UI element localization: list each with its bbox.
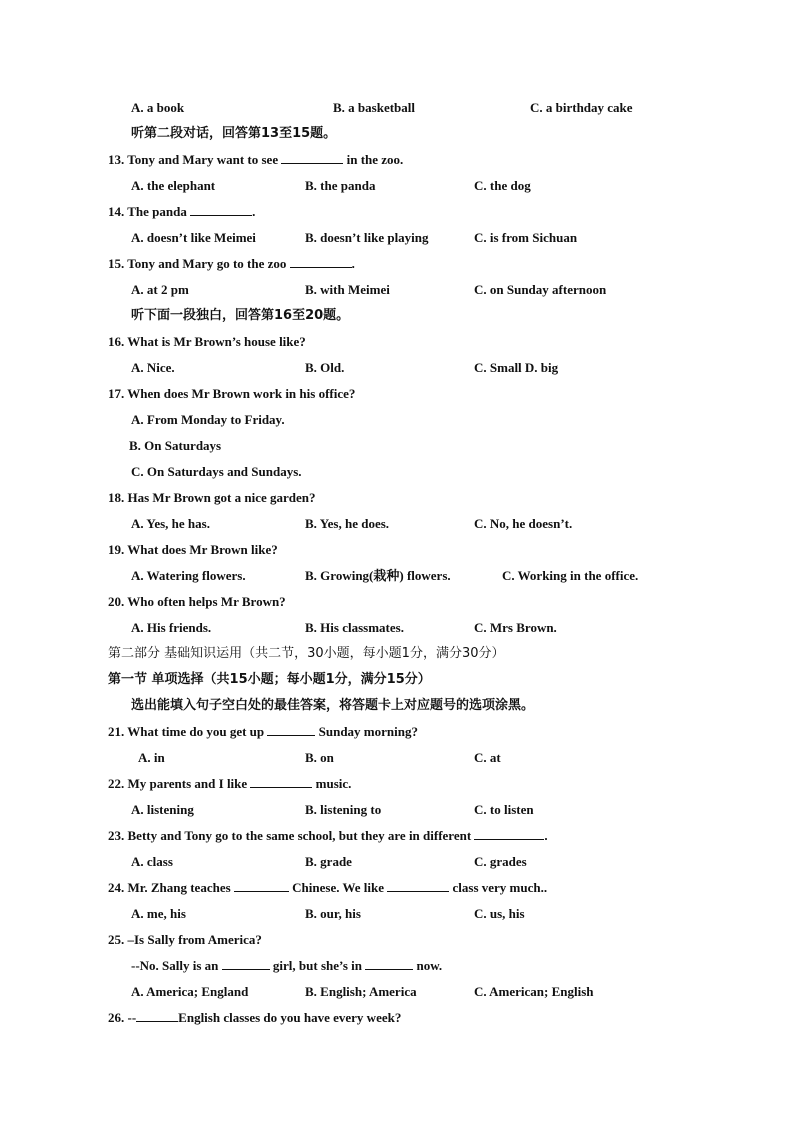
question-17: 17. When does Mr Brown work in his office?	[108, 386, 356, 401]
option-c-q23: C. grades	[474, 854, 527, 869]
question-26-tail: English classes do you have every week?	[178, 1010, 402, 1025]
option-b-q13: B. the panda	[305, 178, 376, 193]
option-a-q22: A. listening	[131, 802, 194, 817]
question-21-text: 21. What time do you get up	[108, 724, 265, 739]
option-c-q25: C. American; English	[474, 984, 594, 999]
question-22	[108, 776, 351, 792]
options-row-q12	[131, 100, 184, 116]
option-a-q23: A. class	[131, 854, 173, 869]
question-14-text: 14. The panda	[108, 204, 187, 219]
instruction-choose-best: 选出能填入句子空白处的最佳答案，将答题卡上对应题号的选项涂黑。	[131, 698, 535, 713]
option-a-q17: A. From Monday to Friday.	[131, 412, 285, 427]
option-a-q19: A. Watering flowers.	[131, 568, 246, 583]
answer-blank	[365, 958, 413, 970]
option-c-q16: C. Small D. big	[474, 360, 559, 375]
option-c-q13: C. the dog	[474, 178, 531, 193]
option-c-q12: C. a birthday cake	[530, 100, 633, 115]
option-b-q21: B. on	[305, 750, 334, 765]
question-20: 20. Who often helps Mr Brown?	[108, 594, 286, 609]
question-26	[108, 1010, 401, 1026]
option-c-q22: C. to listen	[474, 802, 534, 817]
question-13	[108, 152, 403, 168]
option-b-q18: B. Yes, he does.	[305, 516, 390, 531]
question-22-tail: music.	[315, 776, 352, 791]
option-c-q17: C. On Saturdays and Sundays.	[131, 464, 302, 479]
question-25-reply-mid: girl, but she’s in	[272, 958, 362, 973]
question-24-tail: class very much..	[452, 880, 548, 895]
option-c-q21: C. at	[474, 750, 501, 765]
option-a-q21: A. in	[138, 750, 165, 765]
answer-blank	[290, 256, 352, 268]
answer-blank	[267, 724, 315, 736]
question-23	[108, 828, 548, 844]
section-1-heading: 第一节 单项选择（共15小题；每小题1分，满分15分）	[108, 672, 431, 687]
answer-blank	[387, 880, 449, 892]
question-23-tail: .	[544, 828, 548, 843]
question-25-reply-tail: now.	[416, 958, 443, 973]
option-b-q16: B. Old.	[305, 360, 345, 375]
option-b-q14: B. doesn’t like playing	[305, 230, 429, 245]
answer-blank	[250, 776, 312, 788]
question-24-text: 24. Mr. Zhang teaches	[108, 880, 231, 895]
question-25-reply-text: --No. Sally is an	[131, 958, 219, 973]
option-b-q19: B. Growing(栽种) flowers.	[305, 568, 451, 583]
question-14	[108, 204, 255, 220]
question-19: 19. What does Mr Brown like?	[108, 542, 278, 557]
question-14-tail: .	[252, 204, 256, 219]
option-c-q18: C. No, he doesn’t.	[474, 516, 573, 531]
question-24	[108, 880, 547, 896]
question-24-mid: Chinese. We like	[292, 880, 385, 895]
question-15-text: 15. Tony and Mary go to the zoo	[108, 256, 287, 271]
question-16: 16. What is Mr Brown’s house like?	[108, 334, 306, 349]
option-c-q14: C. is from Sichuan	[474, 230, 578, 245]
option-a-q18: A. Yes, he has.	[131, 516, 210, 531]
option-a-q24: A. me, his	[131, 906, 186, 921]
question-23-text: 23. Betty and Tony go to the same school, but they are in different	[108, 828, 472, 843]
option-a: A. a book	[131, 100, 185, 115]
option-c-q24: C. us, his	[474, 906, 525, 921]
question-21	[108, 724, 418, 740]
option-a-q15: A. at 2 pm	[131, 282, 189, 297]
question-18: 18. Has Mr Brown got a nice garden?	[108, 490, 316, 505]
answer-blank	[136, 1010, 178, 1022]
question-26-text: 26. --	[108, 1010, 137, 1025]
option-c-q20: C. Mrs Brown.	[474, 620, 557, 635]
option-c-q19: C. Working in the office.	[502, 568, 639, 583]
option-c-q15: C. on Sunday afternoon	[474, 282, 607, 297]
option-b-q15: B. with Meimei	[305, 282, 390, 297]
question-13-text: 13. Tony and Mary want to see	[108, 152, 279, 167]
instruction-dialogue-2: 听第二段对话，回答第13至15题。	[131, 126, 337, 141]
option-b-q20: B. His classmates.	[305, 620, 404, 635]
question-25: 25. –Is Sally from America?	[108, 932, 262, 947]
question-21-tail: Sunday morning?	[318, 724, 418, 739]
answer-blank	[474, 828, 544, 840]
question-22-text: 22. My parents and I like	[108, 776, 248, 791]
instruction-monologue: 听下面一段独白，回答第16至20题。	[131, 308, 350, 323]
option-b-q25: B. English; America	[305, 984, 417, 999]
option-b-q24: B. our, his	[305, 906, 361, 921]
option-a-q20: A. His friends.	[131, 620, 212, 635]
answer-blank	[222, 958, 270, 970]
option-b-q17: B. On Saturdays	[129, 438, 222, 453]
section-part-2-heading: 第二部分 基础知识运用（共二节，30小题，每小题1分，满分30分）	[108, 646, 505, 661]
option-b-q23: B. grade	[305, 854, 352, 869]
question-25-reply	[131, 958, 442, 974]
option-b-q12: B. a basketball	[333, 100, 415, 115]
option-a-q13: A. the elephant	[131, 178, 216, 193]
option-a-q25: A. America; England	[131, 984, 249, 999]
option-a-q14: A. doesn’t like Meimei	[131, 230, 256, 245]
option-a-q16: A. Nice.	[131, 360, 175, 375]
question-15	[108, 256, 355, 272]
answer-blank	[281, 152, 343, 164]
question-13-tail: in the zoo.	[346, 152, 404, 167]
answer-blank	[234, 880, 289, 892]
question-15-tail: .	[351, 256, 355, 271]
option-b-q22: B. listening to	[305, 802, 382, 817]
answer-blank	[190, 204, 252, 216]
